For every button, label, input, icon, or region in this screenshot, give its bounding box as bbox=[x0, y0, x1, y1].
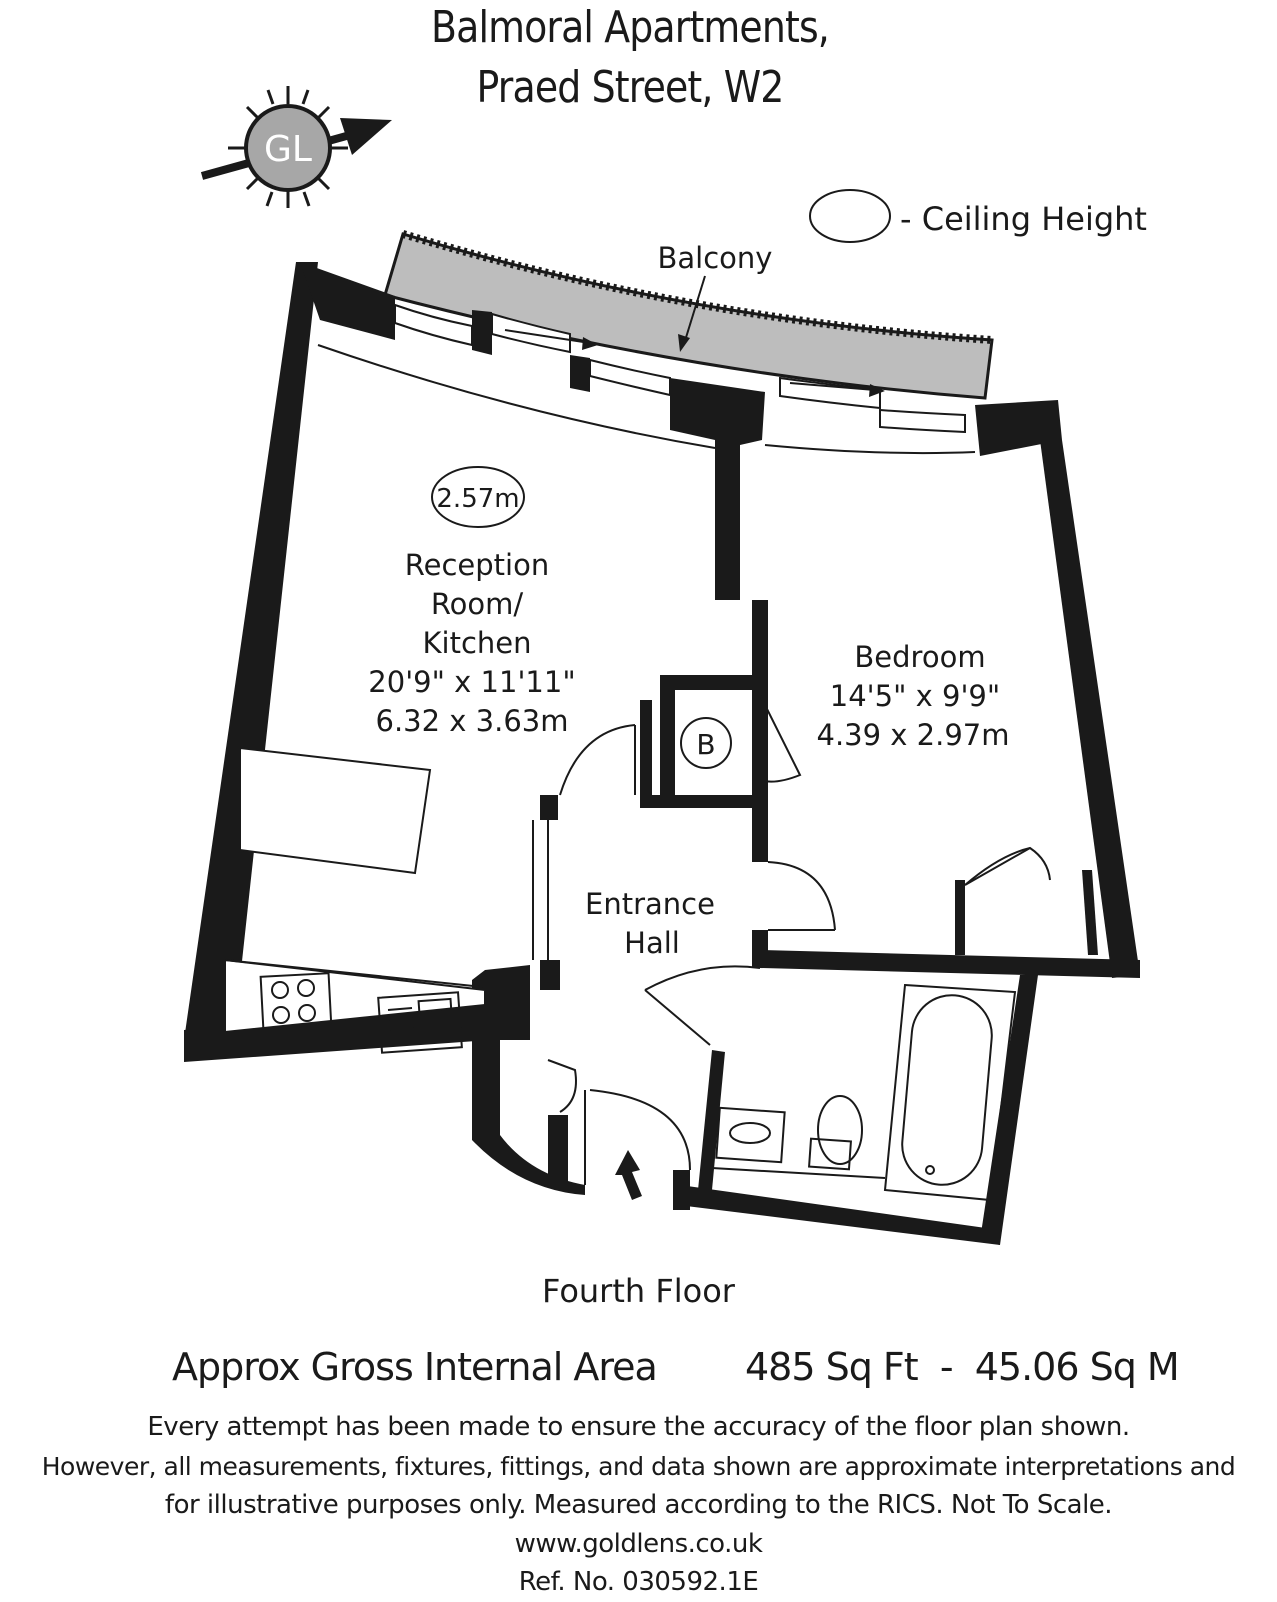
compass-logo-text: GL bbox=[264, 129, 312, 170]
hall-name-2: Hall bbox=[624, 926, 680, 960]
walls bbox=[184, 262, 1140, 1245]
ceiling-height-value: 2.57m bbox=[436, 484, 520, 514]
reception-name-3: Kitchen bbox=[422, 626, 532, 660]
balcony-label: Balcony bbox=[657, 241, 773, 275]
reception-metric: 6.32 x 3.63m bbox=[375, 704, 569, 738]
hall-name-1: Entrance bbox=[585, 887, 715, 921]
website-link[interactable]: www.goldlens.co.uk bbox=[514, 1529, 763, 1559]
disclaimer-line3: for illustrative purposes only. Measured according to the RICS. Not To Scale. bbox=[164, 1490, 1113, 1520]
sun-compass-arrow-icon bbox=[202, 86, 392, 208]
ceiling-height-legend-oval bbox=[810, 190, 890, 242]
kitchen-island bbox=[240, 748, 430, 873]
bathroom-fixtures bbox=[712, 985, 1015, 1200]
entrance-arrow-icon bbox=[615, 1150, 642, 1200]
boiler-label: B bbox=[696, 728, 716, 761]
area-value: 485 Sq Ft - 45.06 Sq M bbox=[745, 1345, 1179, 1389]
reception-imperial: 20'9" x 11'11" bbox=[368, 665, 576, 699]
reception-name-1: Reception bbox=[404, 548, 550, 582]
property-title-line1: Balmoral Apartments, bbox=[431, 2, 829, 53]
bedroom-metric: 4.39 x 2.97m bbox=[816, 718, 1010, 752]
bedroom-name: Bedroom bbox=[854, 640, 986, 674]
disclaimer-line1: Every attempt has been made to ensure the accuracy of the floor plan shown. bbox=[147, 1412, 1130, 1442]
reception-name-2: Room/ bbox=[430, 587, 524, 621]
floor-label: Fourth Floor bbox=[542, 1272, 735, 1310]
ceiling-height-legend-label: - Ceiling Height bbox=[900, 200, 1147, 238]
reference-number: Ref. No. 030592.1E bbox=[518, 1567, 759, 1597]
disclaimer-line2: However, all measurements, fixtures, fittings, and data shown are approximate interpretations and bbox=[41, 1452, 1236, 1481]
bedroom-imperial: 14'5" x 9'9" bbox=[829, 679, 1001, 713]
property-title-line2: Praed Street, W2 bbox=[476, 62, 784, 113]
area-label: Approx Gross Internal Area bbox=[172, 1345, 657, 1389]
